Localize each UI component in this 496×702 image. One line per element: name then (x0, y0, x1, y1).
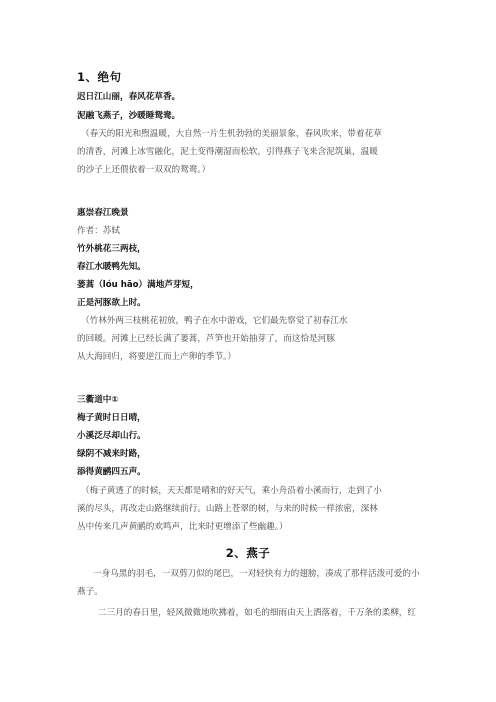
poem-title: 三衢道中① (77, 395, 119, 405)
section-heading-yanzi: 2、燕子 (225, 546, 271, 560)
poem-line: 迟日江山丽，春风花草香。 (77, 92, 181, 102)
poem-line: 春江水暖鸭先知。 (77, 262, 146, 272)
translation-line: （竹林外两三枝桃花初放，鸭子在水中游戏，它们最先察觉了初春江水 (81, 316, 348, 326)
poem-title: 惠崇春江晚景 (77, 208, 129, 218)
paragraph-line: 燕子。 (77, 587, 103, 597)
poem-line: 绿阴不减来时路， (77, 449, 146, 459)
translation-line: 溪的尽头，再改走山路继续前行。山路上苍翠的树，与来的时候一样浓密，深林 (77, 504, 378, 514)
poem-line: 添得黄鹂四五声。 (77, 467, 146, 477)
section-heading-jueju: 1、绝句 (77, 70, 122, 84)
paragraph-line: 一身乌黑的羽毛，一双剪刀似的尾巴，一对轻快有力的翅膀，凑成了那样活泼可爱的小 (93, 569, 420, 579)
poem-line: 竹外桃花三两枝， (77, 244, 146, 254)
translation-line: 丛中传来几声黄鹂的欢鸣声，比来时更增添了些幽趣。） (77, 522, 288, 532)
poem-line: 梅子黄时日日晴， (77, 413, 146, 423)
poem-line: 泥融飞燕子，沙暖睡鸳鸯。 (77, 111, 181, 121)
poem-line: 小溪泛尽却山行。 (77, 431, 146, 441)
translation-line: （梅子黄透了的时候，天天都是晴和的好天气，乘小舟沿着小溪而行，走到了小 (81, 486, 382, 496)
poem-author: 作者：苏轼 (77, 226, 120, 236)
translation-line: 的沙子上还偎依着一双双的鸳鸯。） (77, 165, 211, 175)
translation-line: 的回暖。河滩上已经长满了蒌蒿，芦笋也开始抽芽了，而这恰是河豚 (77, 334, 335, 344)
paragraph-line: 二三月的春日里，轻风微微地吹拂着，如毛的细雨由天上洒落着，千万条的柔柳，红 (98, 608, 416, 618)
poem-line: 正是河豚欲上时。 (77, 298, 146, 308)
translation-line: （春天的阳光和煦温暖，大自然一片生机勃勃的美丽景象，春风吹来，带着花草 (81, 129, 382, 139)
translation-line: 从大海回归，将要逆江而上产卵的季节。） (77, 352, 236, 362)
translation-line: 的清香，河滩上冰雪融化，泥土变得潮湿而松软，引得燕子飞来含泥筑巢，温暖 (77, 147, 378, 157)
poem-line: 蒌蒿（lóu hāo）满地芦芽短， (77, 280, 199, 290)
